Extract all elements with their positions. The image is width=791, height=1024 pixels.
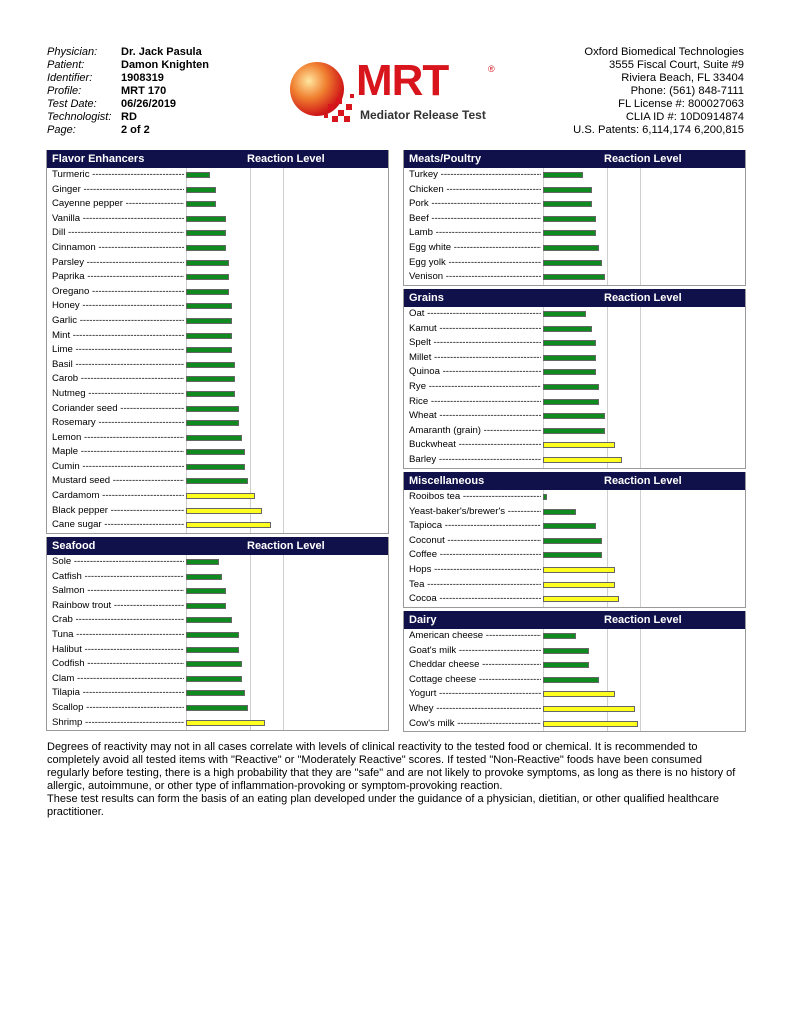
reaction-bar	[543, 216, 596, 222]
reaction-row	[404, 226, 745, 241]
panel-header	[404, 150, 745, 168]
food-label: Rosemary -----	[52, 416, 184, 431]
info-row	[47, 124, 209, 137]
food-label: Honey -----	[52, 299, 184, 314]
reaction-row	[404, 519, 745, 534]
reaction-bar	[543, 509, 576, 515]
food-label: Cocoa -----	[409, 592, 541, 607]
reaction-row	[404, 490, 745, 505]
reaction-bar	[543, 245, 599, 251]
panel-title: Flavor Enhancers	[52, 153, 145, 165]
reaction-bar	[543, 187, 592, 193]
molecule-sphere-icon	[290, 62, 344, 116]
food-label: Lamb -----	[409, 226, 541, 241]
reaction-row	[404, 212, 745, 227]
food-label: Egg yolk -----	[409, 256, 541, 271]
reaction-bar	[186, 522, 271, 528]
reaction-level-label: Reaction Level	[604, 614, 682, 626]
reaction-row	[47, 584, 388, 599]
info-row	[47, 98, 209, 111]
panel-header	[404, 289, 745, 307]
food-label: Quinoa -----	[409, 365, 541, 380]
reaction-bar	[543, 311, 586, 317]
reaction-bar	[543, 355, 596, 361]
food-label: Basil -----	[52, 358, 184, 373]
reaction-row	[47, 168, 388, 183]
reaction-row	[47, 256, 388, 271]
reaction-bar	[543, 648, 589, 654]
food-label: Spelt -----	[409, 336, 541, 351]
reaction-bar	[543, 523, 596, 529]
food-label: Garlic -----	[52, 314, 184, 329]
reaction-row	[404, 534, 745, 549]
info-value: Dr. Jack Pasula	[121, 46, 202, 58]
reaction-row	[404, 241, 745, 256]
reaction-row	[47, 628, 388, 643]
reaction-row	[47, 285, 388, 300]
reaction-bar	[186, 603, 226, 609]
reaction-bar	[186, 508, 262, 514]
lab-phone: Phone: (561) 848-7111	[630, 85, 744, 97]
reaction-bar	[543, 399, 599, 405]
reaction-row	[47, 701, 388, 716]
food-label: Rye -----	[409, 380, 541, 395]
reaction-row	[404, 395, 745, 410]
panel-header	[404, 472, 745, 490]
reaction-level-label: Reaction Level	[604, 292, 682, 304]
food-label: Crab -----	[52, 613, 184, 628]
food-label: Cumin -----	[52, 460, 184, 475]
reaction-bar	[543, 340, 596, 346]
reaction-bar	[186, 464, 245, 470]
panel-miscellaneous	[403, 472, 746, 608]
info-row	[47, 72, 209, 85]
food-label: Turkey -----	[409, 168, 541, 183]
food-label: Cow's milk -----	[409, 717, 541, 732]
food-label: Salmon -----	[52, 584, 184, 599]
reaction-bar	[186, 690, 245, 696]
info-value: 1908319	[121, 72, 164, 84]
reaction-row	[47, 270, 388, 285]
reaction-row	[404, 197, 745, 212]
reaction-row	[47, 372, 388, 387]
food-label: Buckwheat -----	[409, 438, 541, 453]
reaction-row	[404, 658, 745, 673]
info-row	[47, 59, 209, 72]
reaction-bar	[543, 582, 615, 588]
food-label: Black pepper -----	[52, 504, 184, 519]
reaction-bar	[186, 172, 210, 178]
reaction-row	[47, 504, 388, 519]
food-label: Pork -----	[409, 197, 541, 212]
info-key: Patient:	[47, 59, 85, 71]
panel-title: Seafood	[52, 540, 96, 552]
food-label: Rainbow trout -----	[52, 599, 184, 614]
panel-body	[404, 629, 745, 731]
reaction-bar	[186, 289, 229, 295]
reaction-bar	[186, 201, 216, 207]
info-row	[47, 111, 209, 124]
reaction-bar	[186, 274, 229, 280]
registered-mark: ®	[488, 64, 495, 74]
reaction-row	[47, 657, 388, 672]
reaction-row	[47, 241, 388, 256]
lab-patents: U.S. Patents: 6,114,174 6,200,815	[573, 124, 744, 136]
panel-body	[404, 490, 745, 607]
reaction-row	[404, 563, 745, 578]
reaction-row	[404, 365, 745, 380]
reaction-level-label: Reaction Level	[604, 475, 682, 487]
food-label: Cottage cheese -----	[409, 673, 541, 688]
info-key: Physician:	[47, 46, 98, 58]
info-key: Page:	[47, 124, 76, 136]
panel-body	[47, 168, 388, 533]
reaction-bar	[543, 384, 599, 390]
reaction-bar	[186, 187, 216, 193]
reaction-bar	[186, 676, 242, 682]
panel-flavor-enhancers	[46, 150, 389, 534]
reaction-bar	[543, 260, 602, 266]
food-label: Rice -----	[409, 395, 541, 410]
disclaimer-paragraph: These test results can form the basis of an eating plan developed under the guidance of a physician, dietitian, or other qualified healthcare practitioner.	[47, 793, 720, 818]
reaction-bar	[186, 449, 245, 455]
reaction-row	[47, 387, 388, 402]
panel-seafood	[46, 537, 389, 731]
food-label: Amaranth (grain) -----	[409, 424, 541, 439]
food-label: Maple -----	[52, 445, 184, 460]
reaction-bar	[543, 369, 596, 375]
panel-title: Miscellaneous	[409, 475, 485, 487]
food-label: Vanilla -----	[52, 212, 184, 227]
reaction-row	[404, 168, 745, 183]
info-row	[47, 46, 209, 59]
disclaimer-note	[47, 741, 747, 819]
food-label: Cane sugar -----	[52, 518, 184, 533]
reaction-bar	[186, 588, 226, 594]
info-key: Identifier:	[47, 72, 93, 84]
food-label: Whey -----	[409, 702, 541, 717]
reaction-bar	[186, 318, 232, 324]
panel-meats-poultry	[403, 150, 746, 286]
panel-body	[404, 168, 745, 285]
reaction-row	[404, 307, 745, 322]
reaction-bar	[543, 721, 638, 727]
panel-grains	[403, 289, 746, 469]
reaction-row	[404, 644, 745, 659]
reaction-row	[47, 343, 388, 358]
panel-title: Dairy	[409, 614, 437, 626]
reaction-row	[47, 183, 388, 198]
reaction-bar	[543, 442, 615, 448]
reaction-bar	[543, 596, 619, 602]
reaction-bar	[543, 494, 547, 500]
food-label: Paprika -----	[52, 270, 184, 285]
food-label: Parsley -----	[52, 256, 184, 271]
food-label: Carob -----	[52, 372, 184, 387]
reaction-bar	[186, 216, 226, 222]
reaction-bar	[543, 201, 592, 207]
reaction-bar	[543, 326, 592, 332]
info-value: MRT 170	[121, 85, 167, 97]
reaction-row	[404, 336, 745, 351]
info-value: 2 of 2	[121, 124, 150, 136]
lab-name: Oxford Biomedical Technologies	[584, 46, 744, 58]
food-label: Venison -----	[409, 270, 541, 285]
reaction-row	[47, 358, 388, 373]
reaction-bar	[543, 633, 576, 639]
food-label: Clam -----	[52, 672, 184, 687]
reaction-row	[404, 578, 745, 593]
reaction-bar	[186, 559, 219, 565]
reaction-row	[47, 474, 388, 489]
reaction-row	[47, 445, 388, 460]
reaction-row	[47, 402, 388, 417]
reaction-row	[47, 314, 388, 329]
reaction-row	[404, 183, 745, 198]
reaction-bar	[543, 538, 602, 544]
reaction-bar	[543, 677, 599, 683]
reaction-row	[47, 555, 388, 570]
panel-header	[47, 537, 388, 555]
brand-subtitle: Mediator Release Test	[360, 108, 486, 122]
food-label: Millet -----	[409, 351, 541, 366]
reaction-row	[47, 643, 388, 658]
info-key: Test Date:	[47, 98, 97, 110]
food-label: Tea -----	[409, 578, 541, 593]
reaction-bar	[543, 457, 622, 463]
food-label: Beef -----	[409, 212, 541, 227]
reaction-bar	[543, 274, 605, 280]
lab-license: FL License #: 800027063	[618, 98, 744, 110]
food-label: Lemon -----	[52, 431, 184, 446]
food-label: Shrimp -----	[52, 716, 184, 731]
reaction-bar	[186, 230, 226, 236]
food-label: Hops -----	[409, 563, 541, 578]
food-label: Sole -----	[52, 555, 184, 570]
reaction-row	[47, 431, 388, 446]
reaction-row	[47, 226, 388, 241]
food-label: Oregano -----	[52, 285, 184, 300]
food-label: Turmeric -----	[52, 168, 184, 183]
reaction-row	[404, 687, 745, 702]
info-row	[47, 85, 209, 98]
food-label: Wheat -----	[409, 409, 541, 424]
food-label: Goat's milk -----	[409, 644, 541, 659]
reaction-level-label: Reaction Level	[247, 540, 325, 552]
reaction-row	[47, 416, 388, 431]
food-label: Coffee -----	[409, 548, 541, 563]
reaction-bar	[186, 478, 248, 484]
panel-header	[47, 150, 388, 168]
food-label: Tuna -----	[52, 628, 184, 643]
reaction-bar	[186, 632, 239, 638]
disclaimer-paragraph: Degrees of reactivity may not in all cases correlate with levels of clinical reactivity to the tested food or chemical. It is recommended to completely avoid all tested items with "Reactive" or "Moderately Reactive" scores. If tested "Non-Reactive" foods have been consumed regularly before testing, there is a high probability that they are "safe" and are not likely to provoke symptoms, as long as there is no history of allergic, autoimmune, or other type of inflammation-provoking or symptom-provoking reaction.	[47, 741, 736, 792]
food-label: American cheese -----	[409, 629, 541, 644]
food-label: Barley -----	[409, 453, 541, 468]
food-label: Cardamom -----	[52, 489, 184, 504]
reaction-bar	[186, 260, 229, 266]
reaction-bar	[543, 230, 596, 236]
reaction-level-label: Reaction Level	[247, 153, 325, 165]
panel-body	[47, 555, 388, 730]
lab-city: Riviera Beach, FL 33404	[621, 72, 744, 84]
reaction-bar	[186, 574, 222, 580]
reaction-bar	[543, 172, 583, 178]
patient-info	[47, 46, 209, 137]
reaction-row	[47, 518, 388, 533]
food-label: Rooibos tea -----	[409, 490, 541, 505]
reaction-row	[47, 299, 388, 314]
reaction-bar	[543, 413, 605, 419]
reaction-bar	[186, 420, 239, 426]
lab-address	[573, 46, 744, 137]
reaction-bar	[186, 376, 235, 382]
food-label: Yogurt -----	[409, 687, 541, 702]
reaction-bar	[186, 303, 232, 309]
reaction-bar	[186, 362, 235, 368]
panel-title: Meats/Poultry	[409, 153, 482, 165]
info-value: 06/26/2019	[121, 98, 177, 110]
mrt-logo	[288, 58, 498, 128]
reaction-row	[404, 351, 745, 366]
reaction-row	[47, 460, 388, 475]
food-label: Coconut -----	[409, 534, 541, 549]
food-label: Lime -----	[52, 343, 184, 358]
reaction-bar	[186, 333, 232, 339]
reaction-row	[404, 505, 745, 520]
food-label: Codfish -----	[52, 657, 184, 672]
food-label: Oat -----	[409, 307, 541, 322]
reaction-bar	[186, 435, 242, 441]
food-label: Mint -----	[52, 329, 184, 344]
reaction-bar	[186, 720, 265, 726]
reaction-bar	[186, 705, 248, 711]
reaction-row	[47, 212, 388, 227]
reaction-row	[404, 409, 745, 424]
reaction-row	[47, 197, 388, 212]
info-value: RD	[121, 111, 137, 123]
food-label: Nutmeg -----	[52, 387, 184, 402]
reaction-row	[404, 629, 745, 644]
reaction-row	[404, 548, 745, 563]
food-label: Cinnamon -----	[52, 241, 184, 256]
reaction-row	[404, 380, 745, 395]
reaction-level-label: Reaction Level	[604, 153, 682, 165]
reaction-bar	[186, 347, 232, 353]
reaction-row	[47, 716, 388, 731]
reaction-row	[404, 717, 745, 732]
panel-header	[404, 611, 745, 629]
brand-name: MRT	[356, 56, 449, 105]
reaction-bar	[186, 245, 226, 251]
reaction-bar	[543, 552, 602, 558]
reaction-bar	[186, 647, 239, 653]
food-label: Scallop -----	[52, 701, 184, 716]
reaction-row	[47, 599, 388, 614]
reaction-bar	[543, 706, 635, 712]
reaction-bar	[186, 391, 235, 397]
reaction-row	[47, 613, 388, 628]
food-label: Halibut -----	[52, 643, 184, 658]
reaction-row	[47, 329, 388, 344]
reaction-bar	[186, 406, 239, 412]
lab-clia: CLIA ID #: 10D0914874	[625, 111, 744, 123]
info-value: Damon Knighten	[121, 59, 209, 71]
food-label: Ginger -----	[52, 183, 184, 198]
reaction-bar	[543, 662, 589, 668]
food-label: Cheddar cheese -----	[409, 658, 541, 673]
food-label: Mustard seed -----	[52, 474, 184, 489]
food-label: Egg white -----	[409, 241, 541, 256]
reaction-row	[404, 322, 745, 337]
food-label: Coriander seed -----	[52, 402, 184, 417]
reaction-bar	[543, 691, 615, 697]
reaction-bar	[186, 493, 255, 499]
reaction-row	[404, 453, 745, 468]
reaction-row	[404, 424, 745, 439]
reaction-row	[404, 256, 745, 271]
food-label: Tilapia -----	[52, 686, 184, 701]
reaction-bar	[186, 617, 232, 623]
panel-title: Grains	[409, 292, 444, 304]
panel-body	[404, 307, 745, 468]
food-label: Kamut -----	[409, 322, 541, 337]
reaction-row	[404, 673, 745, 688]
info-key: Technologist:	[47, 111, 112, 123]
food-label: Tapioca -----	[409, 519, 541, 534]
lab-street: 3555 Fiscal Court, Suite #9	[609, 59, 744, 71]
reaction-bar	[543, 567, 615, 573]
food-label: Yeast-baker's/brewer's -----	[409, 505, 541, 520]
info-key: Profile:	[47, 85, 82, 97]
reaction-row	[47, 686, 388, 701]
food-label: Chicken -----	[409, 183, 541, 198]
reaction-row	[47, 489, 388, 504]
reaction-bar	[186, 661, 242, 667]
reaction-row	[47, 570, 388, 585]
reaction-row	[404, 592, 745, 607]
reaction-row	[404, 270, 745, 285]
reaction-row	[404, 438, 745, 453]
food-label: Catfish -----	[52, 570, 184, 585]
reaction-bar	[543, 428, 605, 434]
panel-dairy	[403, 611, 746, 732]
food-label: Dill -----	[52, 226, 184, 241]
reaction-row	[404, 702, 745, 717]
reaction-row	[47, 672, 388, 687]
food-label: Cayenne pepper -----	[52, 197, 184, 212]
